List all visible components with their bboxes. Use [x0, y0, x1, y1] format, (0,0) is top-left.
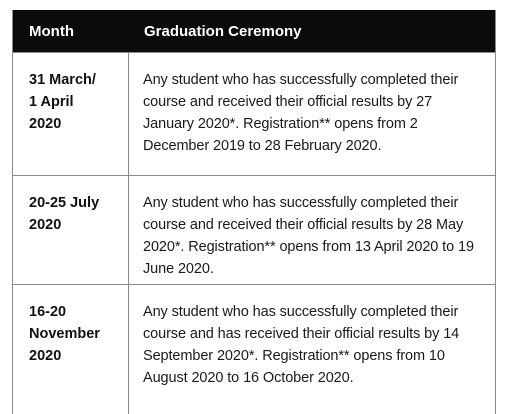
row-month: 20-25 July 2020: [13, 176, 129, 284]
row-month: 31 March/ 1 April 2020: [13, 53, 129, 175]
table-row: [13, 52, 495, 175]
row-month: 16-20 November 2020: [13, 285, 129, 414]
row-description: Any student who has successfully completed their course and received their official results by 28 May 2020*. Registration** opens from 13 April 2020 to 19 June 2020.: [143, 195, 474, 277]
graduation-table: [12, 10, 496, 414]
table-row: [13, 175, 495, 284]
header-graduation-ceremony: Graduation Ceremony: [144, 22, 302, 40]
row-description: Any student who has successfully completed their course and received their official results by 27 January 2020*. Registration** opens from 2 December 2019 to 28 February 2020.: [143, 72, 459, 154]
table-row: [13, 284, 495, 414]
row-description: Any student who has successfully completed their course and has received their official results by 14 September 2020*. Registration** opens from 10 August 2020 to 16 October 2020.: [143, 304, 460, 386]
header-month: Month: [29, 22, 74, 40]
table-header: [13, 10, 495, 52]
